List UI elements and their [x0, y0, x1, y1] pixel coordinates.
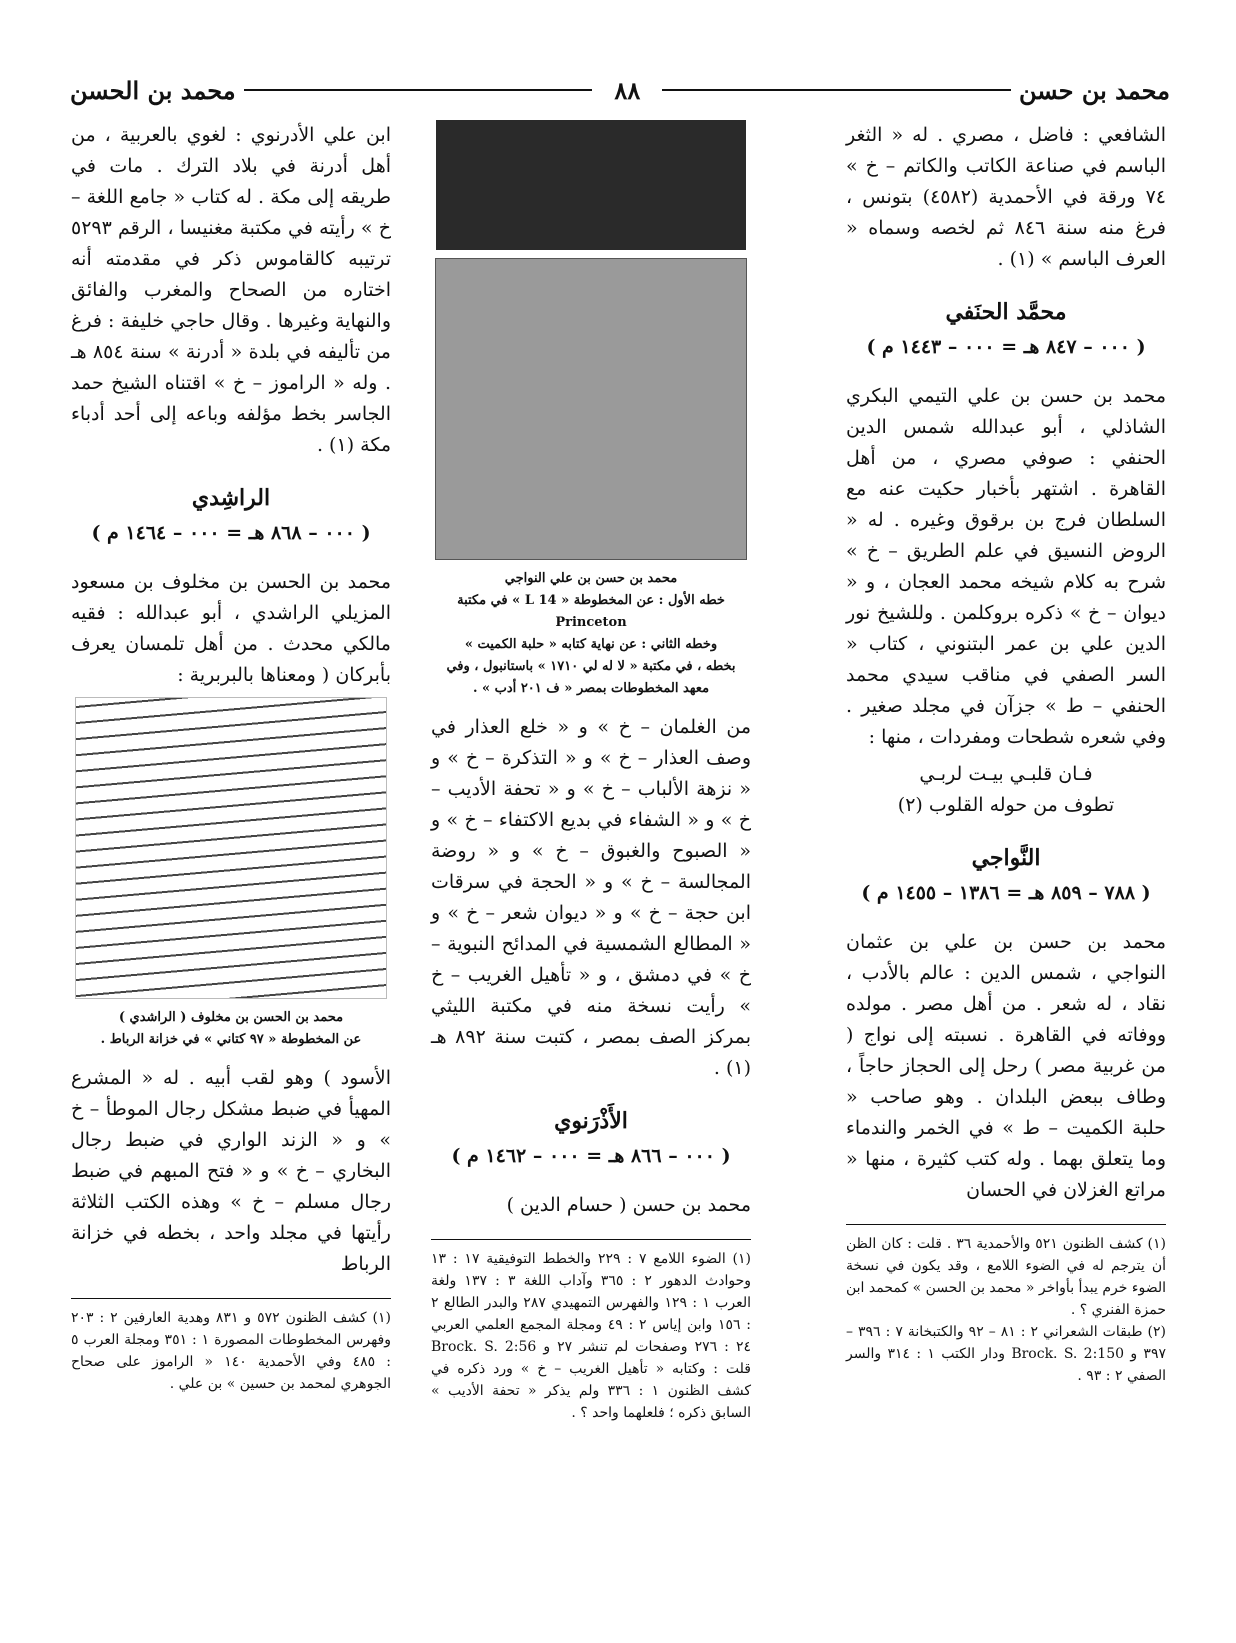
- footnotes-left: [71, 1298, 391, 1395]
- entry-dates-hanafi: ( ٠٠٠ – ٨٤٧ هـ = ٠٠٠ – ١٤٤٣ م ): [866, 336, 1146, 358]
- entry-title-nawaji: النَّواجي: [971, 845, 1041, 871]
- entry-text-adranawi: ابن علي الأدرنوي : لغوي بالعربية ، من أهل أدرنة في بلاد الترك . مات في طريقه إلى مكة . له كتاب « جامع اللغة – خ » رأيته في مكتبة مغنيسا ، الرقم ٥٢٩٣ ترتيبه كالقاموس ذكر في مقدمته أنه اختاره من الصحاح والمغرب والفائق والنهاية وغيرها . وقال حاجي خليفة : فرغ من تأليفه في بلدة « أدرنة » سنة ٨٥٤ هـ . وله « الراموز – خ » اقتناه الشيخ حمد الجاسر بخط مؤلفه وباعه إلى أحد أدباء مكة (١) .: [71, 124, 391, 456]
- footnote-left-1: (١) كشف الظنون ٥٧٢ و ٨٣١ وهدية العارفين ٢ : ٢٠٣ وفهرس المخطوطات المصورة ١ : ٣٥١ ومجلة العرب ٥ : ٤٨٥ وفي الأحمدية ١٤٠ « الراموز على صحاح الجوهري لمحمد بن حسين » بن علي .: [71, 1310, 391, 1392]
- entry-dates-rashidi: ( ٠٠٠ – ٨٦٨ هـ = ٠٠٠ – ١٤٦٤ م ): [91, 522, 371, 544]
- image-caption-rashidi-1: محمد بن الحسن بن مخلوف ( الراشدي ): [118, 1010, 344, 1025]
- image-caption: [431, 568, 751, 700]
- entry-dates-adranawi: ( ٠٠٠ – ٨٦٦ هـ = ٠٠٠ – ١٤٦٢ م ): [451, 1145, 731, 1167]
- footnote-1: (١) كشف الظنون ٥٢١ والأحمدية ٣٦ . قلت : كان الظن أن يترجم له في الضوء اللامع ، وقد يكون في نسخة الضوء خرم يبدأ بأواخر « محمد بن الحسن » كمحمد ابن حمزة الفنري ؟ .: [846, 1236, 1166, 1318]
- entry-text-nawaji: محمد بن حسن بن علي بن عثمان النواجي ، شمس الدين : عالم بالأدب ، نقاد ، له شعر . من أهل مصر . مولده ووفاته في القاهرة . نسبته إلى نواج ( من غربية مصر ) رحل إلى الحجاز حاجاً ، وطاف ببعض البلدان . وهو صاحب « حلبة الكميت – ط » في الخمر والندماء وما يتعلق بهما . وله كتب كثيرة ، منها « مراتع الغزلان في الحسان: [846, 931, 1166, 1201]
- entry-text-rashidi: محمد بن الحسن بن مخلوف بن مسعود المزيلي الراشدي ، أبو عبدالله : فقيه مالكي محدث . من أهل تلمسان يعرف بأبركان ( ومعناها بالبربرية :: [71, 571, 391, 686]
- manuscript-image-dark: [436, 120, 746, 250]
- header-rule-left: [244, 89, 593, 91]
- footnote-mid-1: (١) الضوء اللامع ٧ : ٢٢٩ والخطط التوفيقية ١٧ : ١٣ وحوادث الدهور ٢ : ٣٦٥ وآداب اللغة ٣ : ١٣٧ ولغة العرب ١ : ١٢٩ والفهرس التمهيدي ٢٨٧ والبدر الطالع ٢ : ١٥٦ وابن إياس ٢ : ٤٩ ومجلة المجمع العلمي العربي ٢٤ : ٢٧٦ وصفحات لم تنشر ٢٧ و Brock. S. 2:56 قلت : وكتابه « تأهيل الغريب – خ » ورد ذكره في كشف الظنون ١ : ٣٣٦ ولم يذكر « تحفة الأديب » السابق ذكره ؛ فلعلهما واحد ؟ .: [431, 1251, 752, 1421]
- continuation-text: الشافعي : فاضل ، مصري . له « الثغر الباسم في صناعة الكاتب والكاتم – خ » ٧٤ ورقة في الأحمدية (٤٥٨٢) بتونس ، فرغ منه سنة ٨٤٦ ثم لخصه وسماه « العرف الباسم » (١) .: [846, 124, 1166, 270]
- entry-title-rashidi: الراشِدي: [191, 485, 271, 511]
- footnote-2: (٢) طبقات الشعراني ٢ : ٨١ – ٩٢ والكتبخانة ٧ : ٣٩٦ – ٣٩٧ و Brock. S. 2:150 ودار الكتب ١ : ٣١٤ والسر الصفي ٢ : ٩٣ .: [846, 1324, 1166, 1384]
- entry-text-continuation: من الغلمان – خ » و « خلع العذار في وصف العذار – خ » و « التذكرة – خ » و « نزهة الألباب – خ » و « تحفة الأديب – خ » و « الشفاء في بديع الاكتفاء – خ » و « الصبوح والغبوق – خ » و « روضة المجالسة – خ » و « الحجة في سرقات ابن حجة – خ » و « ديوان شعر – خ » و « المطالع الشمسية في المدائح النبوية – خ » في دمشق ، و « تأهيل الغريب – خ » رأيت نسخة منه في مكتبة الليثي بمركز الصف بمصر ، كتبت سنة ٨٩٢ هـ (١) .: [431, 716, 751, 1079]
- image-caption-title: محمد بن حسن بن علي النواجي: [504, 571, 678, 586]
- page-header: [70, 70, 1170, 110]
- manuscript-image-handwriting: [75, 697, 387, 999]
- verse-line-2: تطوف من حوله القلوب (٢): [897, 794, 1115, 816]
- header-rule-right: [662, 89, 1011, 91]
- image-note-4: معهد المخطوطات بمصر « ف ٢٠١ أدب » .: [472, 681, 710, 696]
- footnotes-middle: [431, 1239, 751, 1424]
- entry-dates-nawaji: ( ٧٨٨ – ٨٥٩ هـ = ١٣٨٦ – ١٤٥٥ م ): [861, 882, 1151, 904]
- page-number: ٨٨: [614, 75, 641, 105]
- column-right: [846, 120, 1166, 1387]
- image-caption-rashidi: [71, 1007, 391, 1051]
- verse-line-1: فـان قلبـي بيـت لربـي: [919, 763, 1093, 785]
- image-caption-rashidi-2: عن المخطوطة « ٩٧ كتاني » في خزانة الرباط .: [100, 1032, 362, 1047]
- image-note-1: خطه الأول : عن المخطوطة « 14 L » في مكتبة Princeton: [457, 593, 725, 630]
- entry-title-hanafi: محمَّد الحنَفي: [945, 299, 1067, 325]
- running-head-left: محمد بن الحسن: [69, 75, 236, 105]
- entry-text-rashidi-cont: الأسود ) وهو لقب أبيه . له « المشرع المهيأ في ضبط مشكل رجال الموطأ – خ » و « الزند الواري في ضبط رجال البخاري – خ » و « فتح المبهم في ضبط رجال مسلم – خ » وهذه الكتب الثلاثة رأيتها في مجلد واحد ، بخطه في خزانة الرباط: [71, 1067, 391, 1275]
- image-note-2: وخطه الثاني : عن نهاية كتابه « حلبة الكميت »: [464, 637, 718, 652]
- entry-subtitle-adranawi: محمد بن حسن ( حسام الدين ): [506, 1194, 751, 1216]
- image-note-3: بخطه ، في مكتبة « لا له لي ١٧١٠ » باستانبول ، وفي: [446, 659, 736, 674]
- column-middle: [431, 120, 751, 1424]
- entry-title-adranawi: الأَذْرَنوي: [554, 1108, 628, 1134]
- column-left: [71, 120, 391, 1395]
- manuscript-image-light: [435, 258, 747, 560]
- entry-text-hanafi: محمد بن حسن بن علي التيمي البكري الشاذلي ، أبو عبدالله شمس الدين الحنفي : صوفي مصري ، من أهل القاهرة . اشتهر بأخبار حكيت عنه مع السلطان فرج بن برقوق وغيره . له « الروض النسيق في علم الطريق – خ » شرح به كلام شيخه محمد العجان ، و « ديوان – خ » ذكره بروكلمن . وللشيخ نور الدين علي بن عمر البتنوني ، كتاب « السر الصفي في مناقب سيدي محمد الحنفي – ط » جزآن في مجلد صغير . وفي شعره شطحات ومفردات ، منها :: [846, 385, 1166, 748]
- footnotes-right: [846, 1224, 1166, 1387]
- running-head-right: محمد بن حسن: [1019, 75, 1170, 105]
